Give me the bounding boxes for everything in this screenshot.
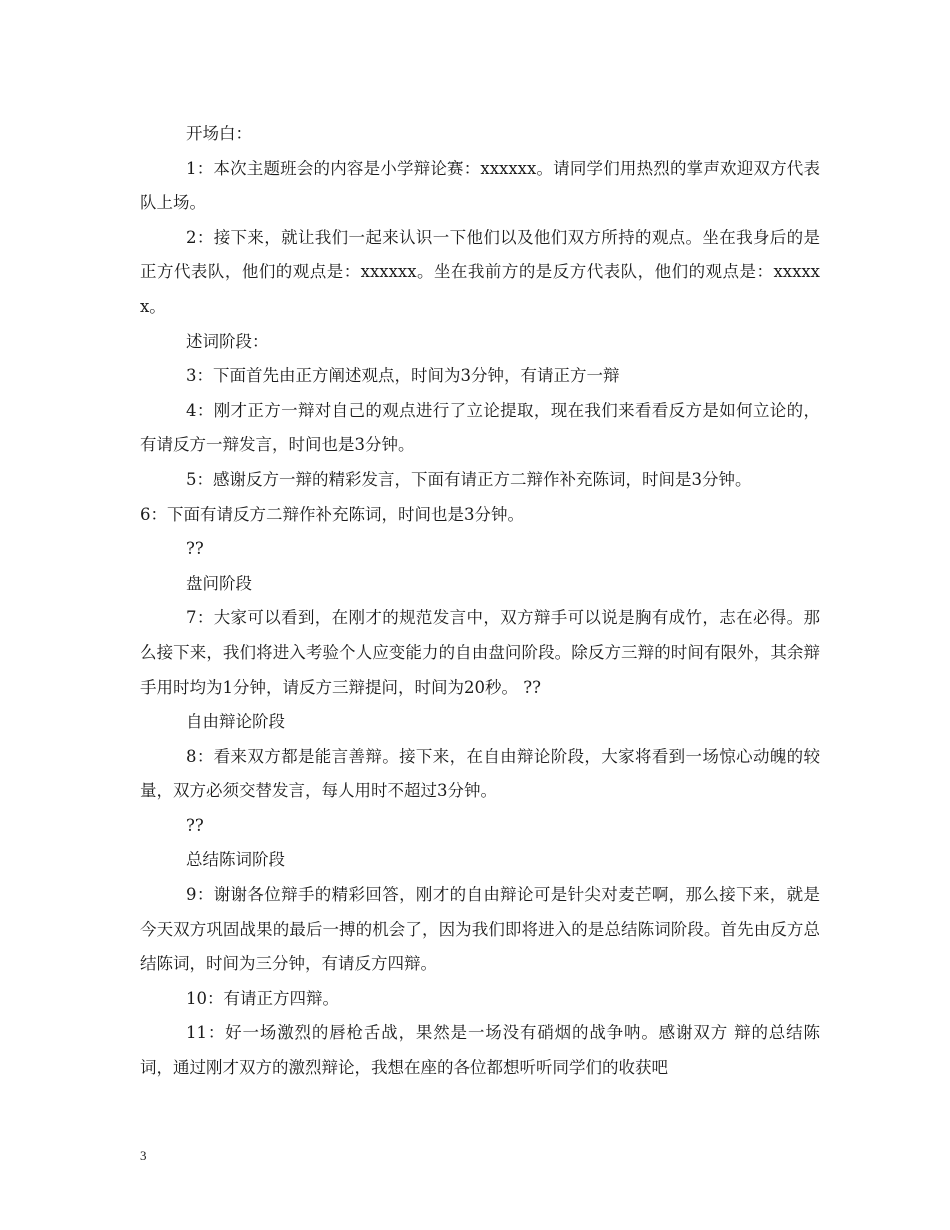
paragraph-3: 3：下面首先由正方阐述观点，时间为3分钟，有请正方一辩 — [186, 366, 620, 386]
page-number: 3 — [140, 1148, 147, 1163]
heading-free-debate-stage: 自由辩论阶段 — [186, 712, 285, 732]
placeholder-marks-2: ?? — [186, 815, 204, 835]
heading-opening: 开场白： — [186, 124, 252, 143]
paragraph-6: 6：下面有请反方二辩作补充陈词，时间也是3分钟。 — [140, 504, 524, 524]
paragraph-7: 7：大家可以看到，在刚才的规范发言中，双方辩手可以说是胸有成竹，志在必得。那么接下来，我们将进入考验个人应变能力的自由盘问阶段。除反方三辩的时间有限外，其余辩手用时均为1分钟，请反方三辩提问，时间为20秒。 ?? — [140, 608, 820, 697]
paragraph-10: 10：有请正方四辩。 — [186, 988, 339, 1008]
paragraph-11: 11：好一场激烈的唇枪舌战，果然是一场没有硝烟的战争呐。感谢双方 辩的总结陈词，通过刚才双方的激烈辩论，我想在座的各位都想听听同学们的收获吧 — [140, 1023, 820, 1078]
paragraph-2: 2：接下来，就让我们一起来认识一下他们以及他们双方所持的观点。坐在我身后的是正方代表队，他们的观点是：xxxxxx。坐在我前方的是反方代表队，他们的观点是：xxxxxx。 — [140, 227, 820, 316]
document-body — [140, 117, 820, 1086]
heading-statement-stage: 述词阶段： — [186, 331, 269, 351]
paragraph-5: 5：感谢反方一辩的精彩发言，下面有请正方二辩作补充陈词，时间是3分钟。 — [186, 469, 752, 489]
paragraph-9: 9：谢谢各位辩手的精彩回答，刚才的自由辩论可是针尖对麦芒啊，那么接下来，就是今天双方巩固战果的最后一搏的机会了，因为我们即将进入的是总结陈词阶段。首先由反方总结陈词，时间为三分钟，有请反方四辩。 — [140, 885, 820, 974]
heading-cross-exam-stage: 盘问阶段 — [186, 573, 252, 593]
paragraph-4: 4：刚才正方一辩对自己的观点进行了立论提取，现在我们来看看反方是如何立论的，有请反方一辩发言，时间也是3分钟。 — [140, 400, 820, 455]
heading-closing-stage: 总结陈词阶段 — [186, 850, 285, 870]
paragraph-8: 8：看来双方都是能言善辩。接下来，在自由辩论阶段，大家将看到一场惊心动魄的较量，双方必须交替发言，每人用时不超过3分钟。 — [140, 746, 820, 801]
paragraph-1: 1：本次主题班会的内容是小学辩论赛：xxxxxx。请同学们用热烈的掌声欢迎双方代表队上场。 — [140, 158, 820, 213]
placeholder-marks-1: ?? — [186, 539, 204, 559]
